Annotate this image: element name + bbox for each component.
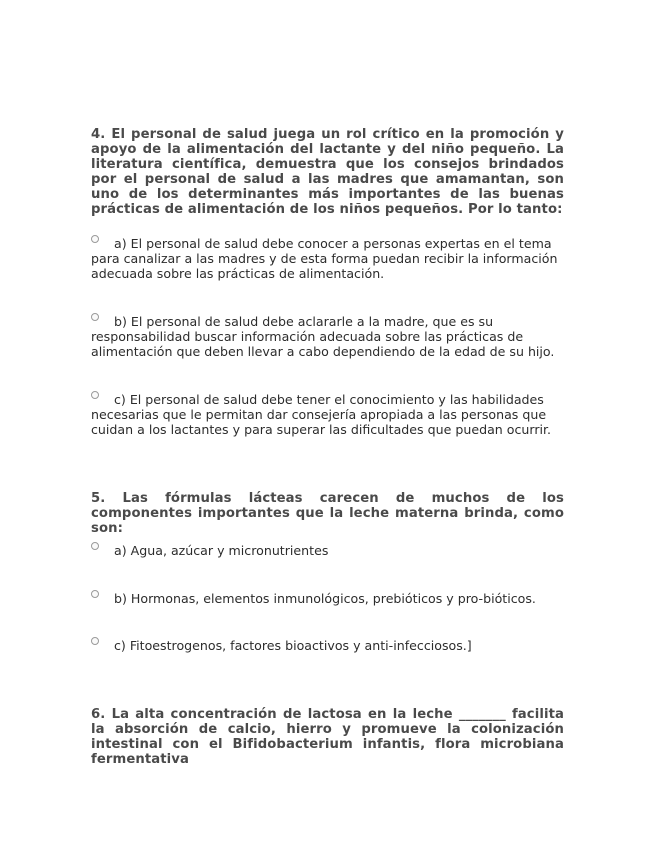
question-5-option-a[interactable] [91,542,566,558]
question-5-text: 5. Las fórmulas lácteas carecen de muchos de los componentes importantes que la leche materna brinda, como son: [91,491,564,536]
option-label: b) El personal de salud debe aclararle a la madre, que es su responsabilidad buscar información adecuada sobre las prácticas de alimentación que deben llevar a cabo dependiendo de la edad de su hijo. [91,314,555,359]
question-4-option-a[interactable] [91,235,566,281]
radio-button-icon[interactable] [91,590,99,598]
radio-button-icon[interactable] [91,235,99,243]
question-5-option-b[interactable] [91,590,566,606]
option-label: b) Hormonas, elementos inmunológicos, prebióticos y pro-bióticos. [114,591,536,606]
question-4-text: 4. El personal de salud juega un rol crítico en la promoción y apoyo de la alimentación del lactante y del niño pequeño. La literatura científica, demuestra que los consejos brindados por el personal de salud a las madres que amamantan, son uno de los determinantes más importantes de las buenas prácticas de alimentación de los niños pequeños. Por lo tanto: [91,127,564,217]
radio-button-icon[interactable] [91,391,99,399]
option-label: a) Agua, azúcar y micronutrientes [114,543,329,558]
question-5-option-c[interactable] [91,637,566,653]
option-label: c) Fitoestrogenos, factores bioactivos y anti-infecciosos.] [114,638,472,653]
question-4-option-b[interactable] [91,313,566,359]
question-4-option-c[interactable] [91,391,566,437]
radio-button-icon[interactable] [91,542,99,550]
radio-button-icon[interactable] [91,313,99,321]
question-6-text: 6. La alta concentración de lactosa en la leche _______ facilita la absorción de calcio, hierro y promueve la colonización intestinal con el Bifidobacterium infantis, flora microbiana fermentativa [91,707,564,767]
option-label: a) El personal de salud debe conocer a personas expertas en el tema para canalizar a las madres y de esta forma puedan recibir la información adecuada sobre las prácticas de alimentación. [91,236,558,281]
option-label: c) El personal de salud debe tener el conocimiento y las habilidades necesarias que le permitan dar consejería apropiada a las personas que cuidan a los lactantes y para superar las dificultades que puedan ocurrir. [91,392,552,437]
radio-button-icon[interactable] [91,637,99,645]
